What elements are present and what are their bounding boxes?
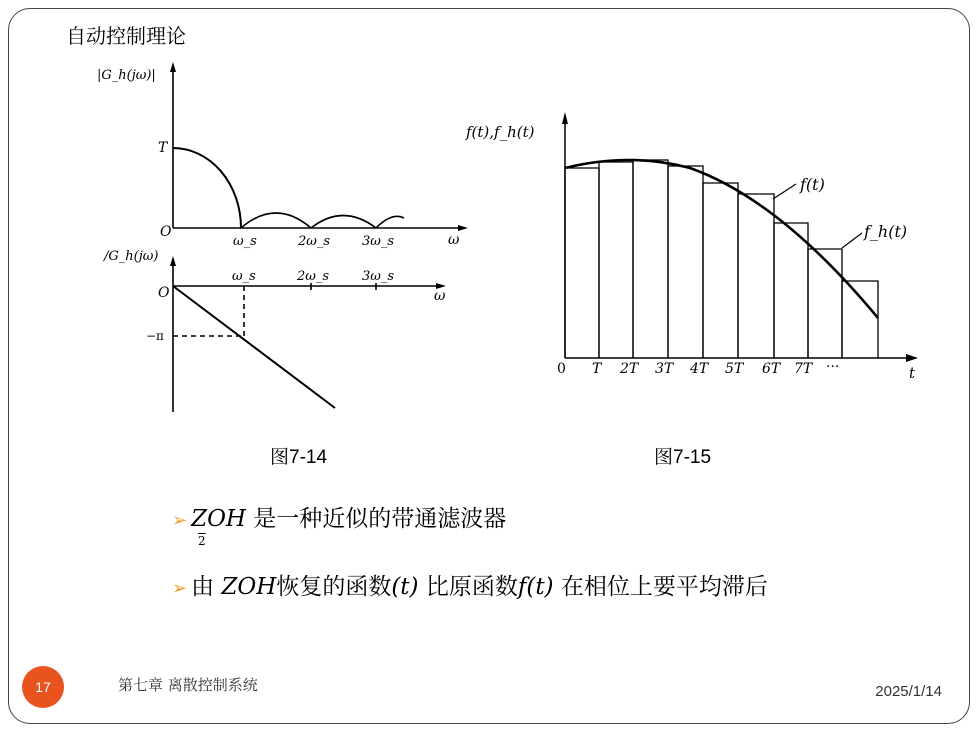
- bullet-2-zoh: ZOH: [221, 574, 277, 600]
- bullet-2: [172, 568, 768, 601]
- bullet-arrow-icon: ➢: [172, 510, 188, 531]
- curve-label-fh: f_h(t): [864, 222, 908, 241]
- bullet-2-prefix: 由: [191, 574, 222, 600]
- bullet-1-zoh: ZOH: [191, 506, 246, 532]
- bullet-1: [172, 500, 506, 533]
- bullet-2-text-a: 恢复的函数: [276, 574, 392, 600]
- phase-tick-3: 3ω_s: [362, 269, 395, 284]
- fig15-ylabel: f(t),f_h(t): [466, 123, 535, 141]
- bullet-1-subscript: 2: [198, 534, 206, 548]
- caption-fig-7-15: 图7-15: [654, 447, 712, 468]
- fig15-tick-3: 3T: [655, 361, 674, 377]
- phase-tick-2: 2ω_s: [297, 269, 330, 284]
- fig15-xlabel: t: [909, 364, 916, 382]
- caption-fig-7-14: 图7-14: [270, 447, 328, 468]
- fig15-tick-2: 2T: [620, 361, 639, 377]
- slide-title: 自动控制理论: [66, 24, 186, 48]
- fig15-tick-4: 4T: [690, 361, 709, 377]
- phase-ylabel: /G_h(jω): [104, 249, 159, 264]
- chapter-title: 第七章 离散控制系统: [118, 676, 258, 694]
- phase-origin: O: [158, 285, 170, 301]
- magnitude-tick-2: 2ω_s: [298, 234, 331, 249]
- page-number-badge: 17: [22, 666, 64, 708]
- bullet-2-text-c: 在相位上要平均滞后: [553, 574, 768, 600]
- continuous-curve: [565, 160, 878, 318]
- fig15-tick-0: 0: [557, 361, 566, 377]
- phase-tick-1: ω_s: [232, 269, 256, 284]
- magnitude-xlabel: ω: [448, 232, 460, 248]
- magnitude-plot: [170, 62, 468, 231]
- fig15-tick-1: T: [592, 361, 602, 377]
- phase-value-label: −π: [146, 329, 164, 343]
- magnitude-peak-label: T: [158, 140, 168, 156]
- slide-date: 2025/1/14: [875, 683, 942, 700]
- bullet-1-text: 是一种近似的带通滤波器: [246, 506, 507, 532]
- bullet-2-text-b: 比原函数: [418, 574, 518, 600]
- phase-xlabel: ω: [434, 288, 446, 304]
- bullet-arrow-icon: ➢: [172, 578, 188, 599]
- curve-label-f: f(t): [800, 175, 825, 194]
- figure-7-14: [0, 0, 480, 430]
- fig15-tick-7: 7T: [794, 361, 813, 377]
- zoh-staircase: [565, 160, 878, 358]
- fig15-tick-5: 5T: [725, 361, 744, 377]
- figure-7-15: [460, 100, 940, 390]
- bullet-2-math-a: (t): [391, 574, 419, 600]
- fig15-tick-6: 6T: [762, 361, 781, 377]
- magnitude-tick-1: ω_s: [233, 234, 257, 249]
- fig15-tick-8: ···: [826, 359, 840, 375]
- magnitude-origin: O: [160, 224, 172, 240]
- bullet-2-math-b: f(t): [517, 574, 554, 600]
- magnitude-ylabel: |G_h(jω)|: [97, 68, 156, 83]
- magnitude-tick-3: 3ω_s: [362, 234, 395, 249]
